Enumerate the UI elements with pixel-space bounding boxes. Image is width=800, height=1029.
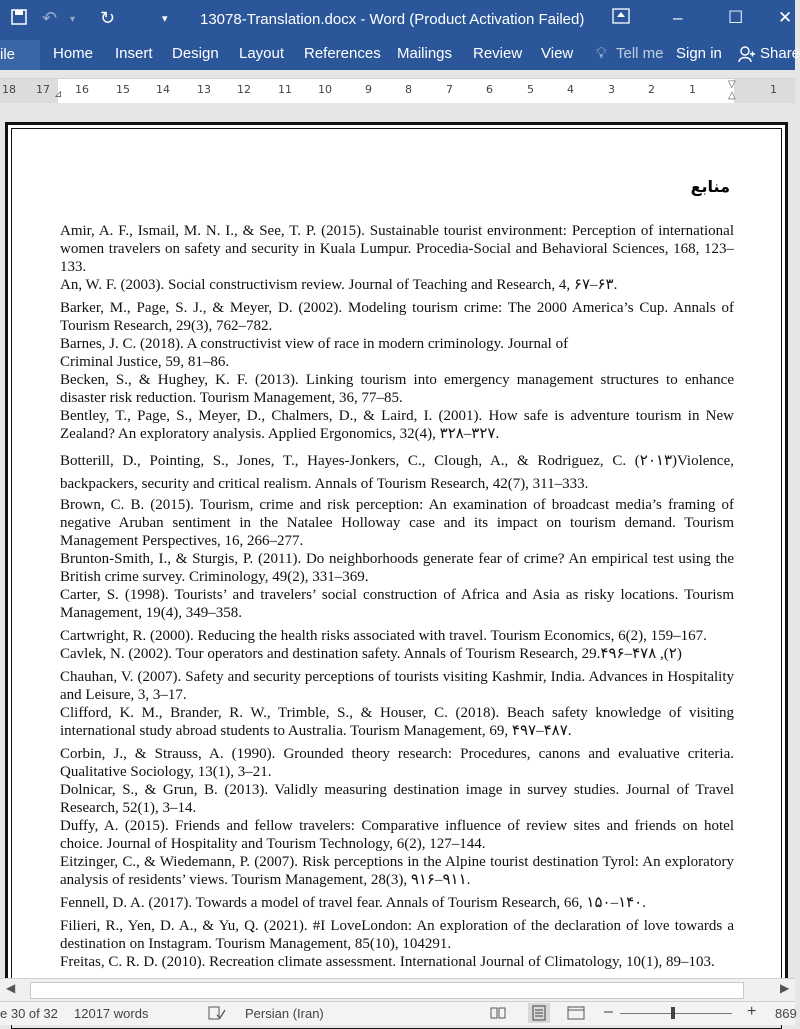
tab-file[interactable]: ile <box>0 40 40 70</box>
ribbon-display-icon[interactable] <box>612 8 630 29</box>
tell-me-box[interactable]: Tell me <box>616 45 664 62</box>
ruler-number: 9 <box>365 83 372 96</box>
right-indent-marker-bottom[interactable]: △ <box>728 90 736 101</box>
reference-entry: Brunton-Smith, I., & Sturgis, P. (2011). Do neighborhoods generate fear of crime? An empirical test using the British crime survey. Criminology, 49(2), 331–369. <box>60 551 734 585</box>
maximize-button[interactable]: ☐ <box>728 8 744 27</box>
tab-references[interactable]: References <box>304 45 381 62</box>
left-indent-marker[interactable]: ⊿ <box>54 89 63 100</box>
ruler-margin-right <box>734 79 795 103</box>
ruler-number: 10 <box>318 83 332 96</box>
reference-entry: An, W. F. (2003). Social constructivism review. Journal of Teaching and Research, 4, ۶۷–۶۳. <box>60 277 618 293</box>
reference-entry: Duffy, A. (2015). Friends and fellow travelers: Comparative influence of review sites and friends on hotel choice. Journal of Hospitality and Tourism Technology, 6(2), 127–144. <box>60 818 734 852</box>
share-button[interactable]: Share <box>760 45 800 62</box>
undo-dropdown-icon[interactable]: ▾ <box>70 14 76 25</box>
ruler-number: 14 <box>156 83 170 96</box>
reference-entry: Freitas, C. R. D. (2010). Recreation climate assessment. International Journal of Climatology, 10(1), 89–103. <box>60 954 715 970</box>
ribbon-tabs <box>0 40 800 70</box>
tab-design[interactable]: Design <box>172 45 219 62</box>
undo-icon[interactable]: ↶ <box>42 8 58 28</box>
zoom-out-icon[interactable]: – <box>604 1003 613 1020</box>
close-button[interactable]: ✕ <box>778 8 793 27</box>
tab-review[interactable]: Review <box>473 45 523 62</box>
reference-entry: Brown, C. B. (2015). Tourism, crime and risk perception: An examination of broadcast media’s framing of negative Aruban sentiment in the Natalee Holloway case and its impact on tourism demand. Tourism Management Perspectives, 16, 266–277. <box>60 497 734 549</box>
ruler-number: 3 <box>608 83 615 96</box>
reference-entry: Eitzinger, C., & Wiedemann, P. (2007). Risk perceptions in the Alpine tourist destination Tyrol: An exploratory analysis of residents’ views. Tourism Management, 28(3), ۹۱۶–۹۱۱. <box>60 854 734 888</box>
document-page[interactable] <box>5 122 788 1022</box>
ruler-number: 2 <box>648 83 655 96</box>
references-list[interactable] <box>60 222 734 971</box>
reference-entry: Bentley, T., Page, S., Meyer, D., Chalmers, D., & Laird, I. (2001). How safe is adventure tourism in New Zealand? An exploratory analysis. Applied Ergonomics, 32(4), ۳۲۸–۳۲۷. <box>60 408 734 442</box>
tab-insert[interactable]: Insert <box>115 45 153 62</box>
read-mode-icon[interactable] <box>490 1006 506 1023</box>
reference-entry: Clifford, K. M., Brander, R. W., Trimble, S., & Houser, C. (2018). Beach safety knowledge of visiting international study abroad students to Australia. Tourism Management, 69, ۴۹۷–۴۸۷. <box>60 705 734 739</box>
redo-icon[interactable]: ↻ <box>100 8 116 28</box>
tab-home[interactable]: Home <box>53 45 94 62</box>
print-layout-icon[interactable] <box>528 1003 550 1023</box>
horizontal-ruler[interactable] <box>0 78 795 104</box>
scrollbar-thumb[interactable] <box>30 982 744 999</box>
reference-entry: Corbin, J., & Strauss, A. (1990). Grounded theory research: Procedures, canons and evaluative criteria. Qualitative Sociology, 13(1), 3–21. <box>60 746 734 780</box>
scroll-right-icon[interactable]: ▶ <box>780 981 790 995</box>
page-count[interactable]: e 30 of 32 <box>0 1006 58 1021</box>
minimize-button[interactable]: – <box>673 8 683 27</box>
title-bar <box>0 0 795 40</box>
reference-entry: Fennell, D. A. (2017). Towards a model of travel fear. Annals of Tourism Research, 66, ۱۵۰–۱۴۰. <box>60 895 646 911</box>
ruler-number: 17 <box>36 83 50 96</box>
language-indicator[interactable]: Persian (Iran) <box>245 1006 324 1021</box>
ruler-number: 8 <box>405 83 412 96</box>
reference-entry: Barnes, J. C. (2018). A constructivist view of race in modern criminology. Journal of <box>60 336 569 352</box>
web-layout-icon[interactable] <box>567 1006 585 1023</box>
sign-in-link[interactable]: Sign in <box>676 45 722 62</box>
scroll-left-icon[interactable]: ◀ <box>6 981 16 995</box>
references-heading: منابع <box>690 177 730 196</box>
zoom-slider[interactable] <box>620 1013 732 1014</box>
reference-entry: Amir, A. F., Ismail, M. N. I., & See, T. P. (2015). Sustainable tourist environment: Perception of international women travelers on safety and security in Kuala Lumpur. Procedia-Social and Behavioral Sciences, 168, 123–133. <box>60 223 734 275</box>
reference-entry: Chauhan, V. (2007). Safety and security perceptions of tourists visiting Kashmir, India. Advances in Hospitality and Leisure, 3, 3–17. <box>60 669 734 703</box>
horizontal-scrollbar[interactable] <box>0 978 795 1001</box>
reference-entry: Filieri, R., Yen, D. A., & Yu, Q. (2021). #I LoveLondon: An exploration of the declaration of love towards a destination on Instagram. Tourism Management, 85(10), 104291. <box>60 918 734 952</box>
ruler-number: 5 <box>527 83 534 96</box>
ruler-number: 18 <box>2 83 16 96</box>
ruler-number: 12 <box>237 83 251 96</box>
zoom-in-icon[interactable]: + <box>747 1003 757 1020</box>
reference-entry: Carter, S. (1998). Tourists’ and travelers’ social construction of Africa and Asia as risky locations. Tourism Management, 19(4), 349–358. <box>60 587 734 621</box>
save-icon[interactable] <box>10 8 28 31</box>
tab-layout[interactable]: Layout <box>239 45 285 62</box>
status-bar <box>0 1001 795 1025</box>
word-count[interactable]: 12017 words <box>74 1006 149 1021</box>
proofing-icon[interactable] <box>208 1006 226 1023</box>
zoom-slider-thumb[interactable] <box>671 1007 675 1019</box>
ruler-number: 1 <box>689 83 696 96</box>
reference-entry: Criminal Justice, 59, 81–86. <box>60 354 230 370</box>
window-title: 13078-Translation.docx - Word (Product Activation Failed) <box>200 11 585 28</box>
lightbulb-icon: 💡︎ <box>596 45 607 62</box>
ruler-number: 1 <box>770 83 777 96</box>
tab-mailings[interactable]: Mailings <box>397 45 453 62</box>
ruler-number: 15 <box>116 83 130 96</box>
ruler-number: 13 <box>197 83 211 96</box>
ruler-number: 7 <box>446 83 453 96</box>
reference-entry: Botterill, D., Pointing, S., Jones, T., Hayes-Jonkers, C., Clough, A., & Rodriguez, C. (۲۰۱۳)Violence, backpackers, security and critical realism. Annals of Tourism Research, 42(7), 311–333. <box>60 453 734 492</box>
ruler-number: 6 <box>486 83 493 96</box>
reference-entry: Cavlek, N. (2002). Tour operators and destination safety. Annals of Tourism Research, 29.۴۹۶–۴۷۸ ,(۲) <box>60 646 682 662</box>
reference-entry: Cartwright, R. (2000). Reducing the health risks associated with travel. Tourism Economics, 6(2), 159–167. <box>60 628 707 644</box>
ruler-number: 11 <box>278 83 292 96</box>
reference-entry: Becken, S., & Hughey, K. F. (2013). Linking tourism into emergency management structures to enhance disaster risk reduction. Tourism Management, 36, 77–85. <box>60 372 734 406</box>
ruler-number: 16 <box>75 83 89 96</box>
zoom-level[interactable]: 869 <box>775 1006 797 1021</box>
share-icon <box>737 45 755 67</box>
reference-entry: Dolnicar, S., & Grun, B. (2013). Validly measuring destination image in survey studies. Journal of Travel Research, 52(1), 3–14. <box>60 782 734 816</box>
reference-entry: Barker, M., Page, S. J., & Meyer, D. (2002). Modeling tourism crime: The 2000 America’s Cup. Annals of Tourism Research, 29(3), 762–782. <box>60 300 734 334</box>
customize-qat-icon[interactable]: ▾ <box>162 13 168 25</box>
ruler-number: 4 <box>567 83 574 96</box>
right-indent-marker[interactable]: ▽ <box>728 79 736 90</box>
tab-view[interactable]: View <box>541 45 574 62</box>
document-area <box>0 103 795 977</box>
